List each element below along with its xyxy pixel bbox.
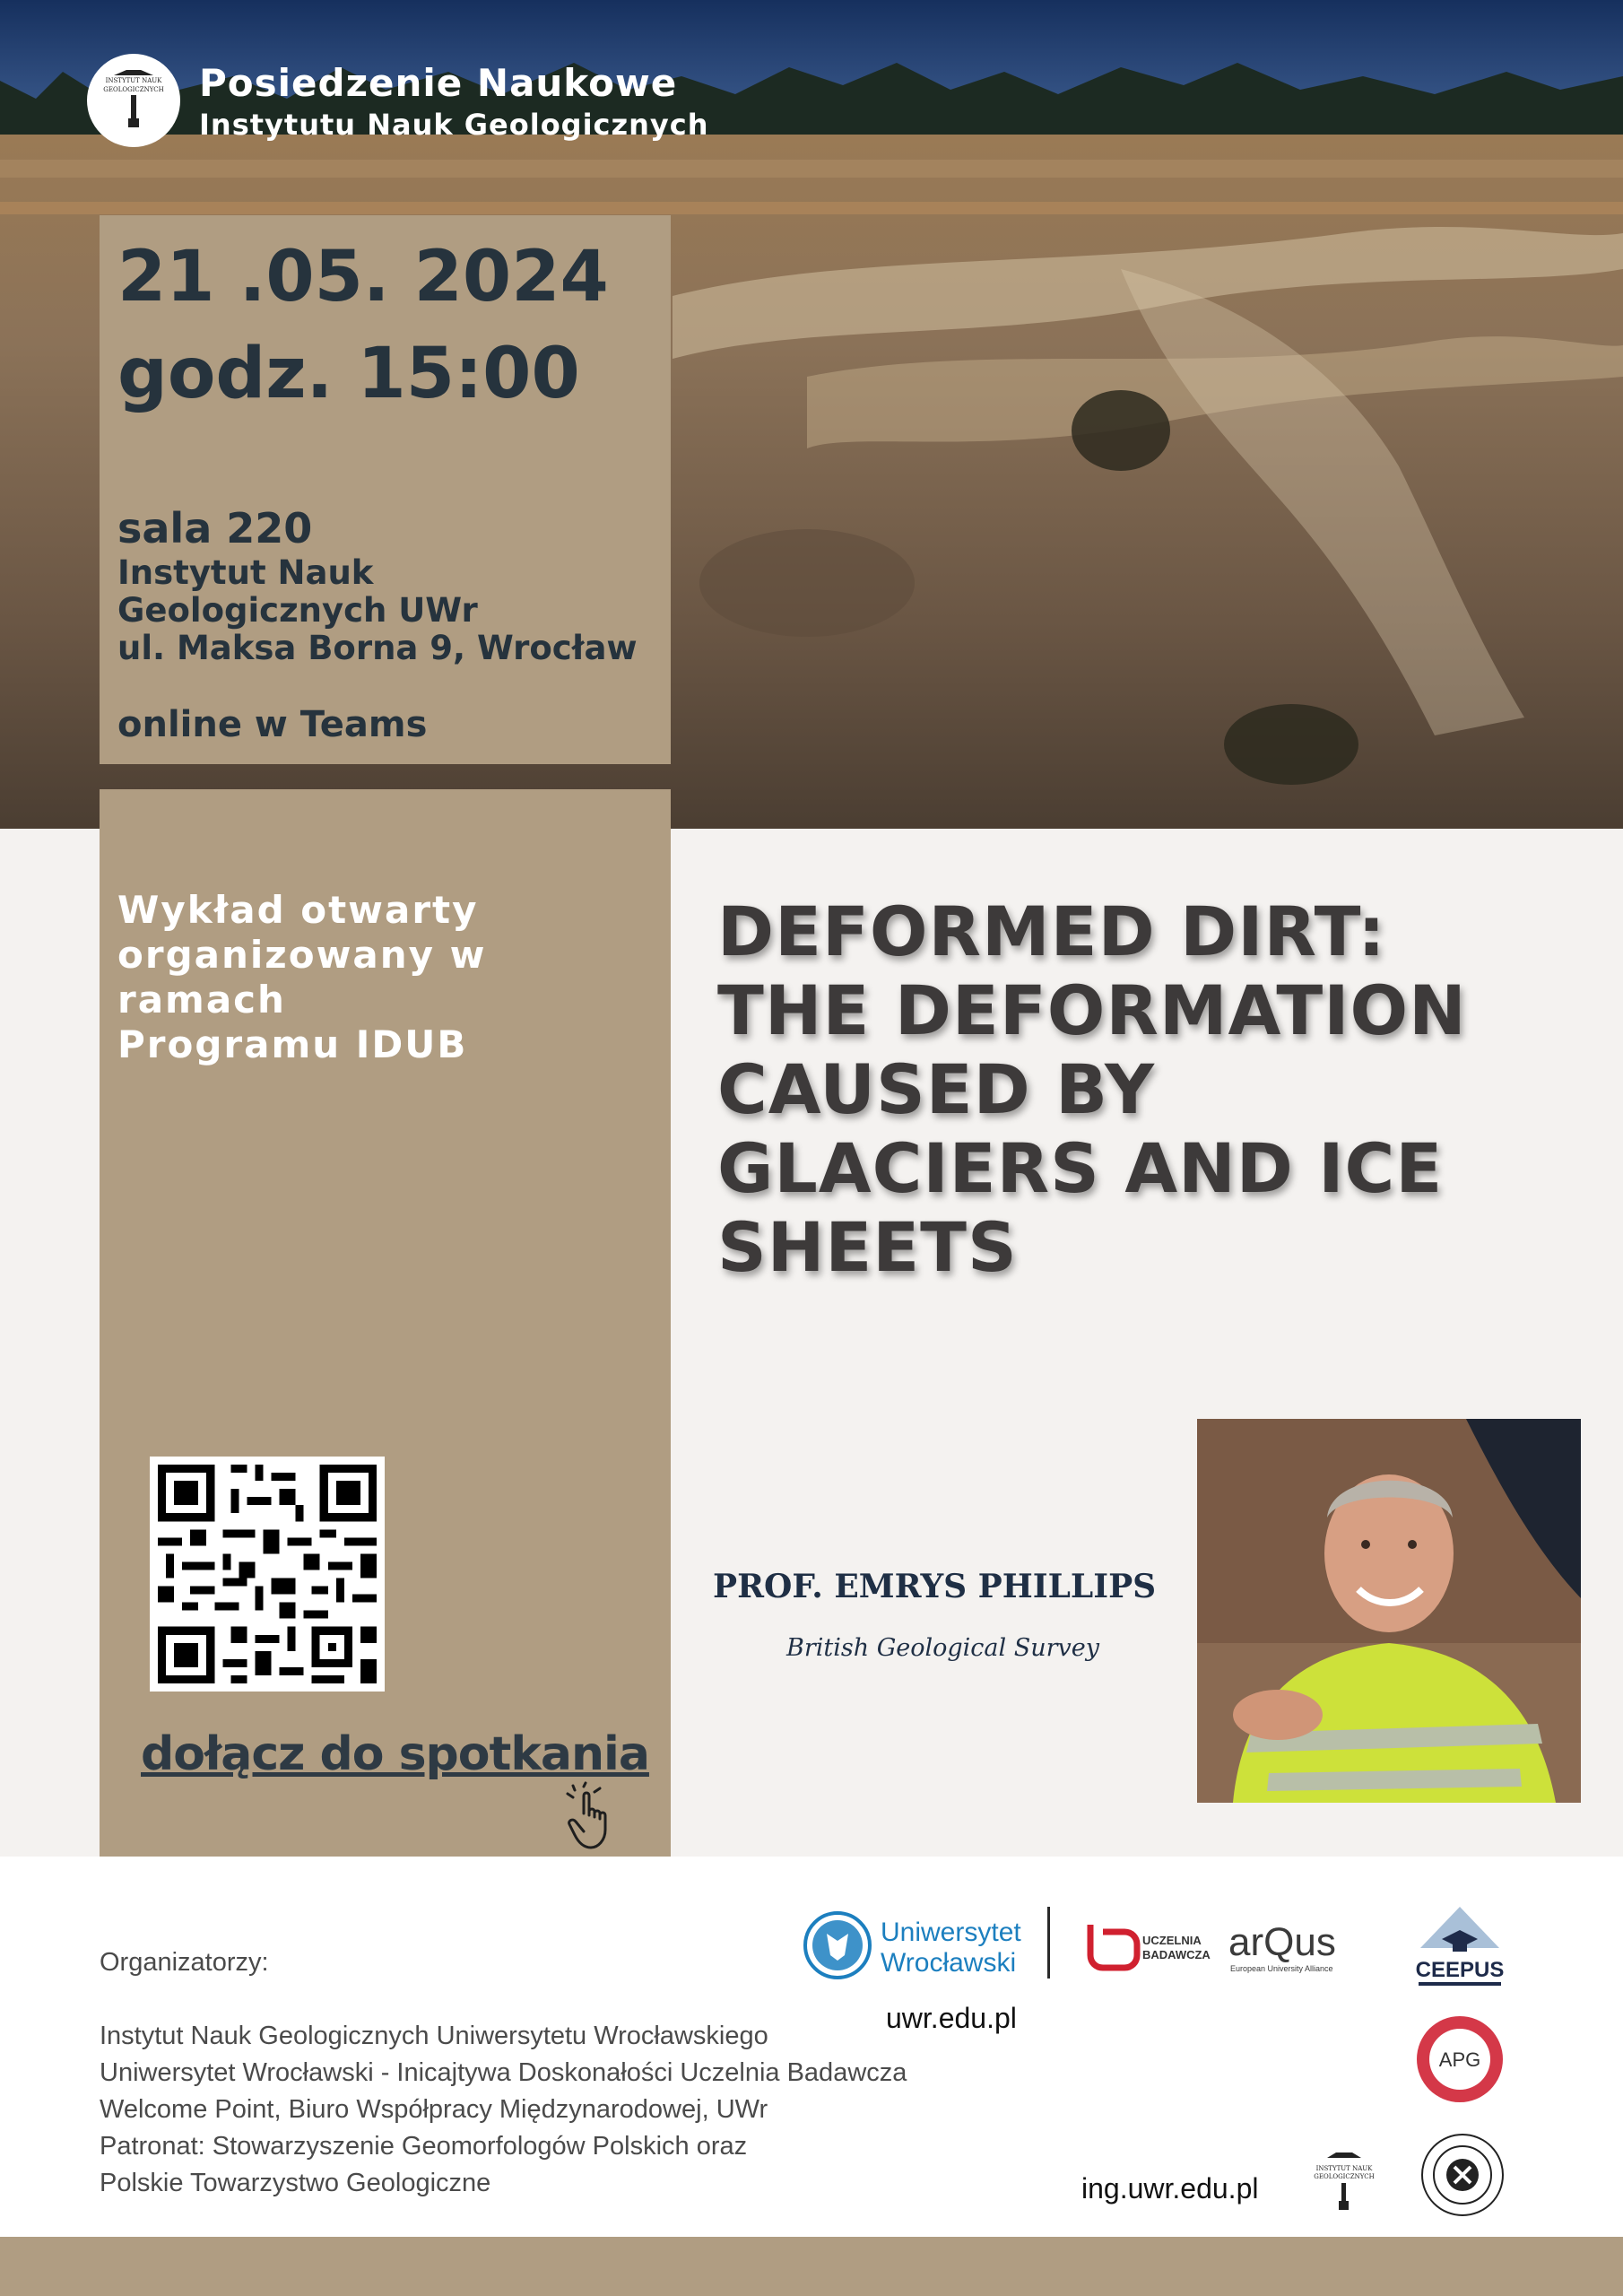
address-line: Geologicznych UWr — [117, 591, 478, 630]
logo-divider — [1047, 1907, 1050, 1979]
ub-logo-line1: UCZELNIA — [1142, 1934, 1202, 1947]
lecture-note — [117, 888, 655, 1067]
event-address — [117, 554, 664, 667]
arqus-subtitle: European University Alliance — [1230, 1964, 1333, 1973]
note-line: Programu IDUB — [117, 1022, 468, 1066]
title-line: THE DEFORMATION — [717, 970, 1467, 1050]
speaker-affiliation: British Geological Survey — [786, 1634, 1100, 1662]
uwr-logo-line1: Uniwersytet — [881, 1918, 1021, 1947]
header-title: Posiedzenie Naukowe — [199, 61, 678, 105]
organizer-line: Polskie Towarzystwo Geologiczne — [100, 2169, 491, 2197]
event-room: sala 220 — [117, 504, 313, 552]
organizers-label: Organizatorzy: — [100, 1948, 269, 1977]
header-subtitle: Instytutu Nauk Geologicznych — [199, 108, 709, 142]
pointer-hand-icon — [564, 1785, 636, 1857]
svg-text:GEOLOGICZNYCH: GEOLOGICZNYCH — [1314, 2173, 1375, 2180]
address-line: Instytut Nauk — [117, 553, 374, 592]
join-meeting-link[interactable]: dołącz do spotkania — [141, 1727, 649, 1781]
svg-text:INSTYTUT NAUK: INSTYTUT NAUK — [1315, 2165, 1373, 2172]
title-line: CAUSED BY — [717, 1049, 1155, 1129]
organizer-line: Uniwersytet Wrocławski - Inicajtywa Doskonałości Uczelnia Badawcza — [100, 2058, 907, 2087]
svg-text:INSTYTUT NAUK: INSTYTUT NAUK — [105, 77, 162, 84]
event-online: online w Teams — [117, 704, 428, 745]
uwr-logo-line2: Wrocławski — [881, 1948, 1017, 1978]
ceepus-wordmark: CEEPUS — [1415, 1958, 1505, 1982]
speaker-name: PROF. EMRYS PHILLIPS — [713, 1568, 1157, 1605]
address-line: ul. Maksa Borna 9, Wrocław — [117, 629, 638, 667]
uczelnia-badawcza-logo — [1085, 1919, 1211, 1973]
apg-logo — [1415, 2014, 1505, 2104]
organizer-line: Welcome Point, Biuro Współpracy Międzynarodowej, UWr — [100, 2095, 768, 2124]
lecture-title — [717, 892, 1569, 1287]
footer — [0, 1857, 1623, 2237]
institute-small-logo — [1309, 2145, 1379, 2217]
title-line: DEFORMED DIRT: — [717, 891, 1386, 971]
title-line: GLACIERS AND ICE — [717, 1128, 1444, 1208]
ptg-seal-logo — [1420, 2133, 1505, 2217]
bottom-accent-bar — [0, 2237, 1623, 2296]
uwr-logo — [802, 1907, 1044, 1987]
note-line: Wykład otwarty — [117, 888, 479, 932]
arqus-logo — [1227, 1916, 1352, 1979]
uwr-url-link[interactable]: uwr.edu.pl — [886, 2002, 1017, 2034]
ing-url-link[interactable]: ing.uwr.edu.pl — [1081, 2172, 1259, 2205]
hero-background-photo — [0, 0, 1623, 829]
event-info-box — [100, 215, 671, 764]
speaker-photo — [1197, 1419, 1581, 1803]
svg-text:GEOLOGICZNYCH: GEOLOGICZNYCH — [103, 86, 164, 93]
event-date: 21 .05. 2024 — [117, 237, 609, 317]
apg-wordmark: APG — [1438, 2048, 1481, 2071]
title-line: SHEETS — [717, 1207, 1018, 1287]
organizers-list — [100, 2018, 907, 2202]
organizer-line: Patronat: Stowarzyszenie Geomorfologów Polskich oraz — [100, 2132, 748, 2161]
organizer-line: Instytut Nauk Geologicznych Uniwersytetu Wrocławskiego — [100, 2022, 768, 2050]
qr-code[interactable] — [150, 1457, 385, 1692]
arqus-wordmark: arQus — [1228, 1920, 1336, 1964]
lecture-side-panel — [100, 789, 671, 1857]
institute-logo — [87, 54, 180, 147]
event-time: godz. 15:00 — [117, 334, 580, 414]
note-line: organizowany w ramach — [117, 933, 487, 1022]
ceepus-logo — [1415, 1903, 1505, 1993]
ub-logo-line2: BADAWCZA — [1142, 1948, 1211, 1961]
